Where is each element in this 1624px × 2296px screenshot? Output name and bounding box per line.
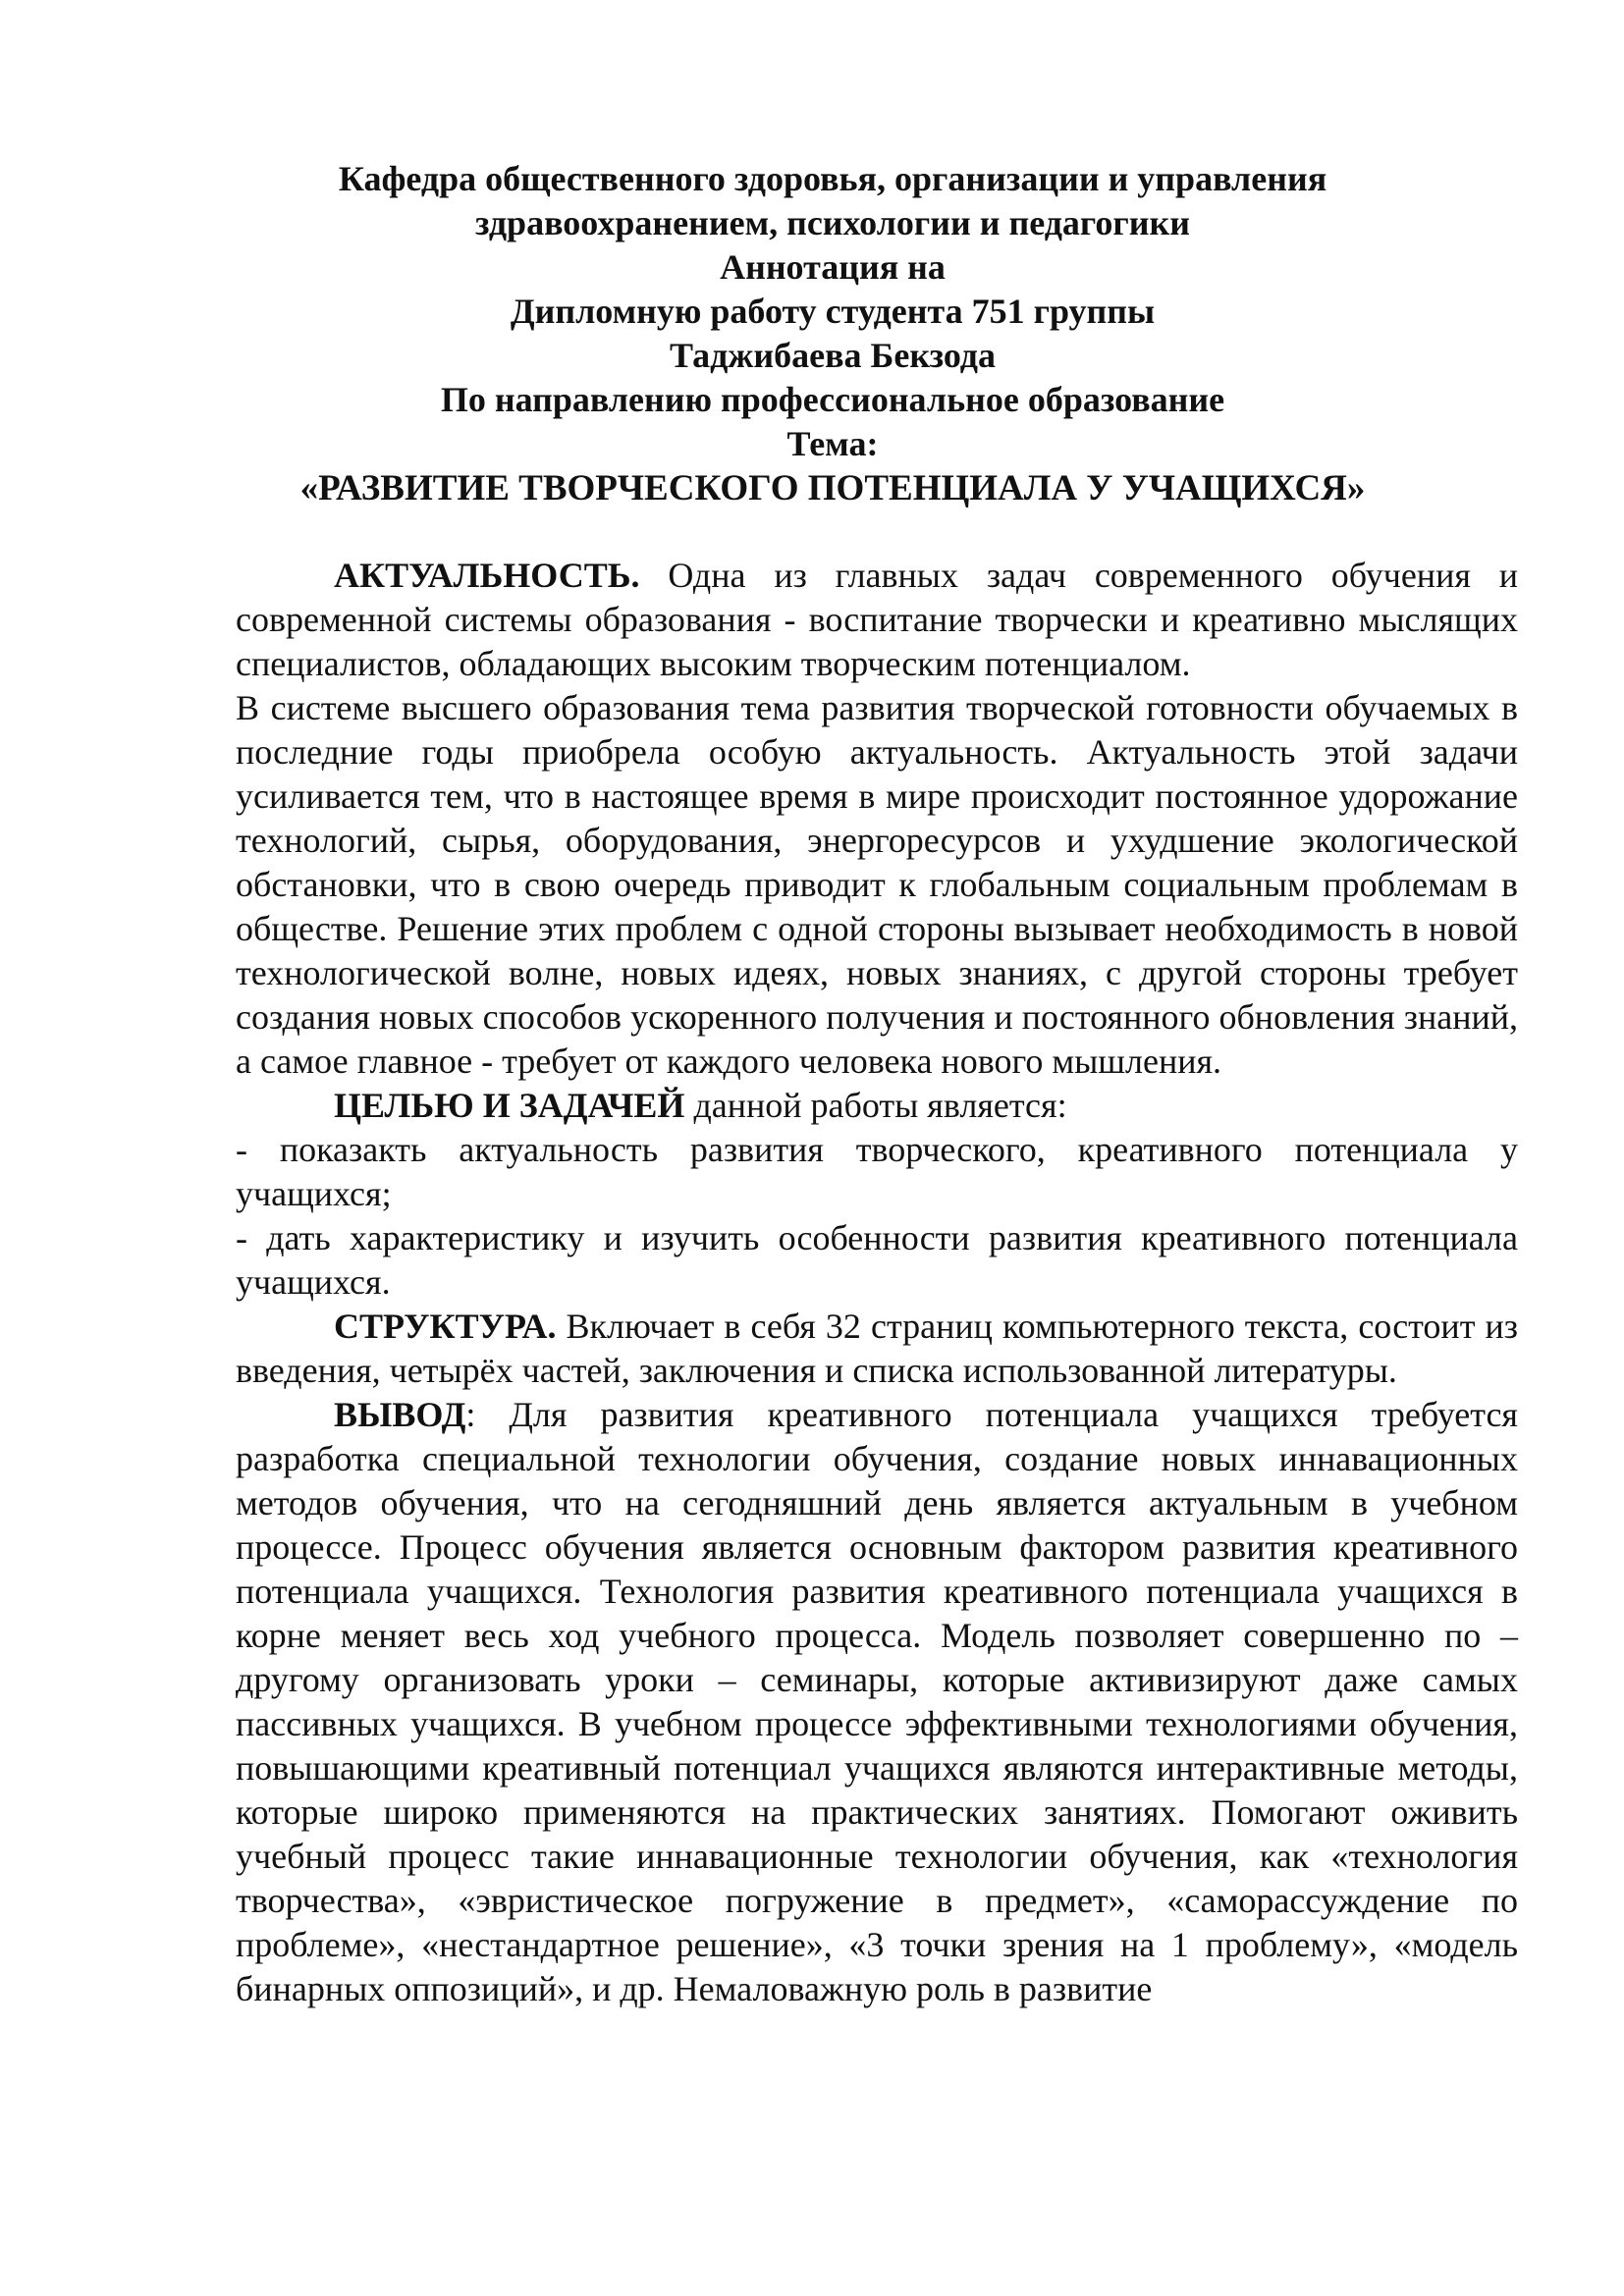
relevance-continued-paragraph: В системе высшего образования тема развития творческой готовности обучаемых в последние годы приобрела особую актуальность. Актуальность этой задачи усиливается тем, что в настоящее время в мире происходит постоянное удорожание технологий, сырья, оборудования, энергоресурсов и ухудшение экологической обстановки, что в свою очередь приводит к глобальным социальным проблемам в обществе. Решение этих проблем с одной стороны вызывает необходимость в новой технологической волне, новых идеях, новых знаниях, с другой стороны требует создания новых способов ускоренного получения и постоянного обновления знаний, а самое главное - требует от каждого человека нового мышления. [236,688,1518,1081]
conclusion-text: : Для развития креативного потенциала учащихся требуется разработка специальной технологии обучения, создание новых иннавационных методов обучения, что на сегодняшний день является актуальным в учебном процессе. Процесс обучения является основным фактором развития креативного потенциала учащихся. Технология развития креативного потенциала учащихся в корне меняет весь ход учебного процесса. Модель позволяет совершенно по – другому организовать уроки – семинары, которые активизируют даже самых пассивных учащихся. В учебном процессе эффективными технологиями обучения, повышающими креативный потенциал учащихся являются интерактивные методы, которые широко применяются на практических занятиях. Помогают оживить учебный процесс такие иннавационные технологии обучения, как «технология творчества», «эвристическое погружение в предмет», «саморассуждение по проблеме», «нестандартное решение», «3 точки зрения на 1 проблему», «модель бинарных оппозиций», и др. Немаловажную роль в развитие [236,1395,1518,2008]
relevance-heading: АКТУАЛЬНОСТЬ. [334,556,640,595]
annotation-line: Аннотация на [720,247,946,287]
structure-paragraph [236,1305,1518,1393]
conclusion-heading: ВЫВОД [334,1395,466,1434]
student-name: Таджибаева Бекзода [669,336,997,375]
document-body [236,554,1518,2011]
relevance-text: Одна из главных задач современного обучения и современной системы образования - воспитание творчески и креативно мыслящих специалистов, обладающих высоким творческим потенциалом. [236,556,1518,683]
department-line-2: здравоохранением, психологии и педагогики [475,203,1190,242]
conclusion-paragraph [236,1393,1518,2011]
goal-heading: ЦЕЛЬЮ И ЗАДАЧЕЙ [334,1086,685,1125]
theme-label: Тема: [786,424,879,463]
goal-paragraph [236,1084,1518,1128]
direction-line: По направлению профессиональное образование [440,380,1225,419]
document-header [236,157,1430,510]
theme-title: «РАЗВИТИЕ ТВОРЧЕСКОГО ПОТЕНЦИАЛА У УЧАЩИХСЯ» [299,468,1366,508]
goal-text: данной работы является: [684,1086,1067,1125]
thesis-line: Дипломную работу студента 751 группы [510,292,1156,331]
relevance-paragraph [236,554,1518,686]
department-line-1: Кафедра общественного здоровья, организации и управления [338,159,1327,198]
structure-heading: СТРУКТУРА. [334,1307,557,1346]
goal-item-2: - дать характеристику и изучить особенности развития креативного потенциала учащихся. [236,1218,1518,1302]
goal-item-1: - показакть актуальность развития творческого, креативного потенциала у учащихся; [236,1130,1518,1213]
structure-text: Включает в себя 32 страниц компьютерного текста, состоит из введения, четырёх частей, заключения и списка использованной литературы. [236,1307,1518,1390]
